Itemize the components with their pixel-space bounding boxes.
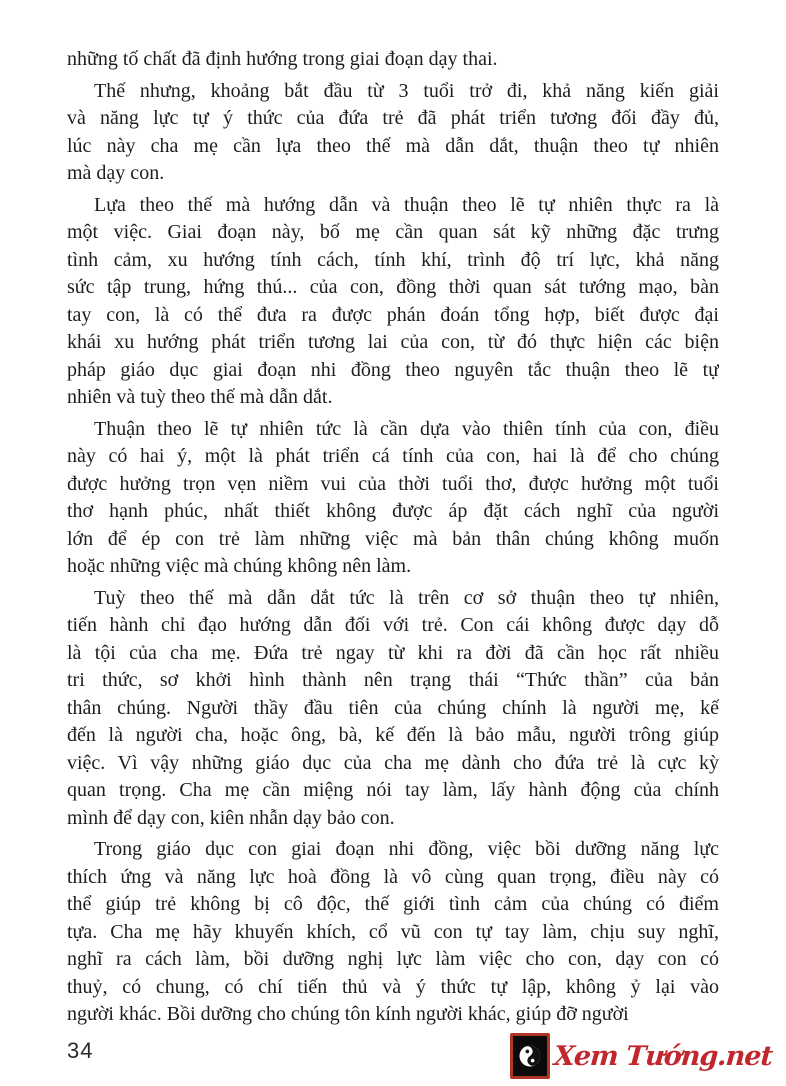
watermark-logo <box>510 1033 772 1079</box>
text-line: tay con, là có thể đưa ra được phán đoán tổng hợp, biết được đại <box>67 303 719 326</box>
text-line: thân chúng. Người thầy đầu tiên của chúng chính là người mẹ, kế <box>67 696 719 719</box>
paragraph <box>67 46 719 74</box>
text-line: tựa. Cha mẹ hãy khuyến khích, cổ vũ con tự tay làm, chịu suy nghĩ, <box>67 920 719 943</box>
text-line: Trong giáo dục con giai đoạn nhi đồng, việc bồi dưỡng năng lực <box>94 838 719 860</box>
text-line: tiến hành chỉ đạo hướng dẫn đối với trẻ. Con cái không được dạy dỗ <box>67 614 719 636</box>
text-line: thích ứng và năng lực hoà đồng là vô cùng quan trọng, điều này có <box>67 865 719 888</box>
text-line: được hưởng trọn vẹn niềm vui của thời tuổi thơ, được hưởng một tuổi <box>67 472 719 495</box>
yin-yang-icon <box>510 1033 550 1079</box>
text-line: hoặc những việc mà chúng không nên làm. <box>67 555 412 577</box>
text-line: thơ hạnh phúc, nhất thiết không được áp đặt cách nghĩ của người <box>67 500 719 522</box>
text-line: là tội của cha mẹ. Đứa trẻ ngay từ khi ra đời đã cần học rất nhiều <box>67 641 719 664</box>
paragraph <box>67 192 719 412</box>
text-line: nghĩ ra cách làm, bồi dưỡng nghị lực làm việc cho con, dạy con có <box>67 948 719 970</box>
paragraph <box>67 416 719 581</box>
page-text <box>67 46 719 1033</box>
text-line: Lựa theo thế mà hướng dẫn và thuận theo lẽ tự nhiên thực ra là <box>94 193 719 216</box>
text-line: nhiên và tuỳ theo thế mà dẫn dắt. <box>67 386 333 408</box>
text-line: pháp giáo dục giai đoạn nhi đồng theo nguyên tắc thuận theo lẽ tự <box>67 358 719 381</box>
text-line: lớn để ép con trẻ làm những việc mà bản thân chúng không muốn <box>67 527 719 550</box>
watermark-site-name: Xem Tướng.net <box>552 1040 774 1072</box>
text-line: tình cảm, xu hướng tính cách, tính khí, trình độ trí lực, khả năng <box>67 248 719 271</box>
text-line: thuỷ, có chung, có chí tiến thủ và ý thức tự lập, không ỷ lại vào <box>67 975 719 998</box>
text-line: Thuận theo lẽ tự nhiên tức là cần dựa vào thiên tính của con, điều <box>94 417 719 440</box>
text-line: lúc này cha mẹ cần lựa theo thế mà dẫn dắt, thuận theo tự nhiên <box>67 134 719 157</box>
text-line: thể giúp trẻ không bị cô độc, thế giới tình cảm của chúng có điểm <box>67 893 719 915</box>
text-line: này có hai ý, một là phát triển cá tính của con, hai là để cho chúng <box>67 445 719 467</box>
text-line: sức tập trung, hứng thú... của con, đồng thời quan sát tướng mạo, bàn <box>67 276 719 298</box>
text-line: mà dạy con. <box>67 162 165 184</box>
text-line: một việc. Giai đoạn này, bố mẹ cần quan sát kỹ những đặc trưng <box>67 221 719 243</box>
text-line: và năng lực tự ý thức của đứa trẻ đã phát triển tương đối đầy đủ, <box>67 107 719 129</box>
text-line: người khác. Bồi dưỡng cho chúng tôn kính người khác, giúp đỡ người <box>67 1003 629 1025</box>
page-number: 34 <box>67 1038 94 1063</box>
text-line: khái xu hướng phát triển tương lai của con, từ đó thực hiện các biện <box>67 331 719 353</box>
text-line: những tố chất đã định hướng trong giai đoạn dạy thai. <box>67 48 498 70</box>
text-line: việc. Vì vậy những giáo dục của cha mẹ dành cho đứa trẻ là cực kỳ <box>67 751 719 774</box>
text-line: mình để dạy con, kiên nhẫn dạy bảo con. <box>67 806 395 829</box>
text-line: quan trọng. Cha mẹ cần miệng nói tay làm, lấy hành động của chính <box>67 779 719 801</box>
text-line: đến là người cha, hoặc ông, bà, kế đến là bảo mẫu, người trông giúp <box>67 724 719 746</box>
paragraph <box>67 585 719 833</box>
page-footer <box>0 1028 786 1086</box>
text-line: tri thức, sơ khởi hình thành nên trạng thái “Thức thần” của bản <box>67 669 719 691</box>
text-line: Thế nhưng, khoảng bắt đầu từ 3 tuổi trở đi, khả năng kiến giải <box>94 79 719 102</box>
paragraph <box>67 78 719 188</box>
paragraph <box>67 836 719 1029</box>
text-line: Tuỳ theo thế mà dẫn dắt tức là trên cơ sở thuận theo tự nhiên, <box>94 586 719 609</box>
